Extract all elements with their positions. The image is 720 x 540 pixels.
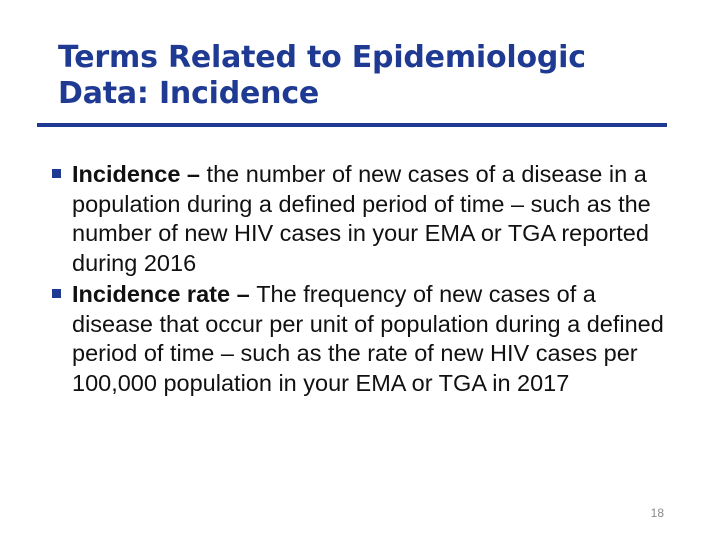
bullet-incidence-rate (52, 280, 672, 398)
bullet-incidence (52, 160, 672, 278)
page-number: 18 (650, 506, 664, 520)
bullet-list (52, 160, 672, 400)
slide-title: Terms Related to Epidemiologic Data: Incidence (58, 40, 586, 111)
bullet-separator: – (180, 161, 207, 187)
square-bullet-icon (52, 289, 61, 298)
bullet-term (72, 161, 207, 187)
bullet-definition: the number of new cases of a disease in a population during a defined period of time – such as the number of new HIV cases in your EMA or TGA reported during 2016 (72, 161, 651, 276)
bullet-term (72, 281, 256, 307)
square-bullet-icon (52, 169, 61, 178)
bullet-term-text: Incidence rate (72, 281, 231, 307)
title-divider (37, 123, 667, 127)
bullet-term-text: Incidence (72, 161, 181, 187)
bullet-definition: The frequency of new cases of a disease that occur per unit of population during a defined period of time – such as the rate of new HIV cases per 100,000 population in your EMA or TGA in 2017 (72, 281, 664, 396)
bullet-separator: – (230, 281, 257, 307)
